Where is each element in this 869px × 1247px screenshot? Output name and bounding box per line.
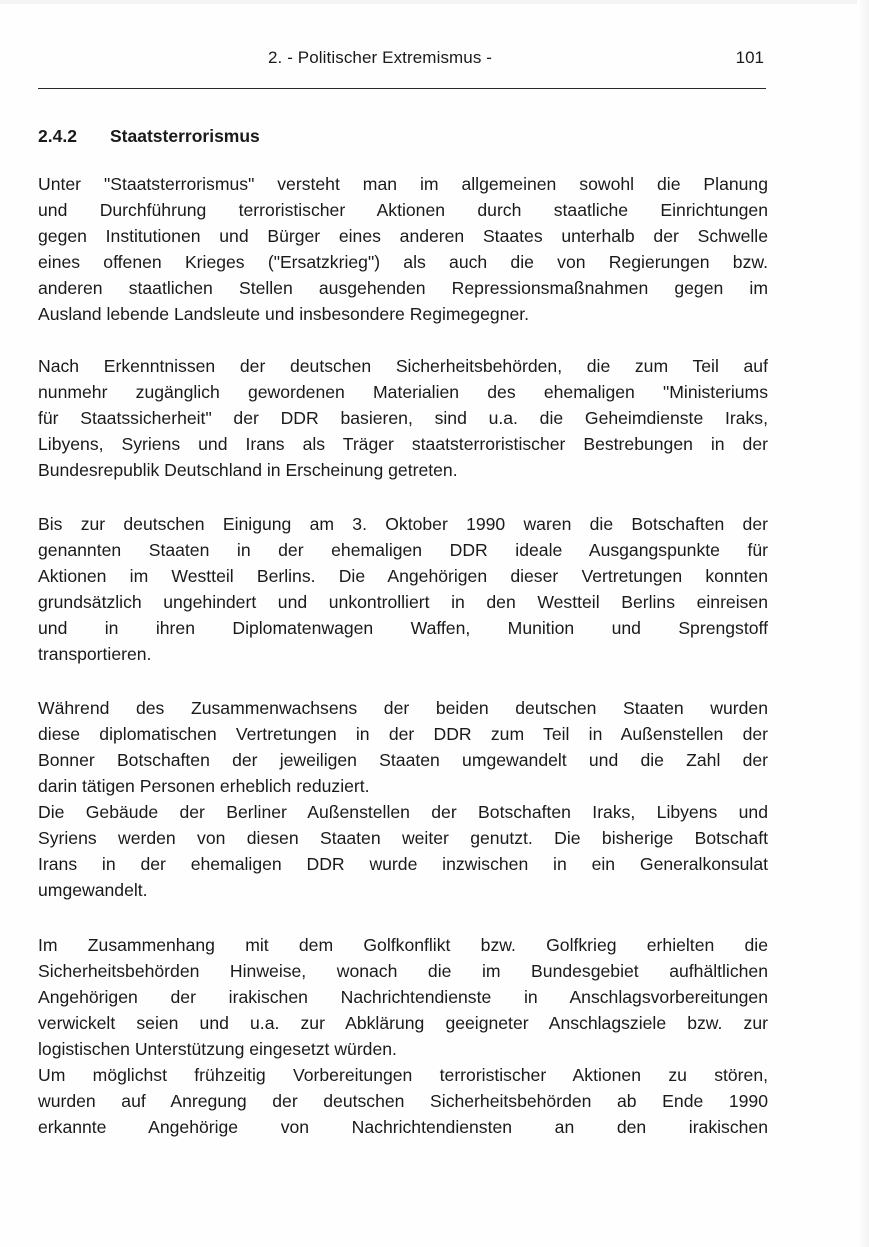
section-title: Staatsterrorismus — [110, 126, 260, 146]
text-line: logistischen Unterstützung eingesetzt würden. — [38, 1039, 397, 1059]
text-line: genannten Staaten in der ehemaligen DDR ideale Ausgangspunkte für — [38, 540, 768, 560]
text-line: verwickelt seien und u.a. zur Abklärung geeigneter Anschlagsziele bzw. zur — [38, 1013, 768, 1033]
paragraph-definition — [38, 171, 768, 327]
paragraph-embassies — [38, 511, 768, 667]
text-line: anderen staatlichen Stellen ausgehenden Repressionsmaßnahmen gegen im — [38, 278, 768, 298]
text-line: Aktionen im Westteil Berlins. Die Angehörigen dieser Vertretungen konnten — [38, 566, 768, 586]
text-line: Bonner Botschaften der jeweiligen Staaten umgewandelt und die Zahl der — [38, 750, 768, 770]
text-line: Nach Erkenntnissen der deutschen Sicherheitsbehörden, die zum Teil auf — [38, 356, 768, 376]
text-line: erkannte Angehörige von Nachrichtendiensten an den irakischen — [38, 1117, 768, 1137]
text-line: Angehörigen der irakischen Nachrichtendienste in Anschlagsvorbereitungen — [38, 987, 768, 1007]
section-heading — [38, 126, 260, 147]
header-chapter-title: 2. - Politischer Extremismus - — [268, 48, 493, 67]
text-line: transportieren. — [38, 644, 152, 664]
text-line: eines offenen Krieges ("Ersatzkrieg") als auch die von Regierungen bzw. — [38, 252, 768, 272]
text-line: Die Gebäude der Berliner Außenstellen der Botschaften Iraks, Libyens und — [38, 802, 768, 822]
text-line: Syriens werden von diesen Staaten weiter genutzt. Die bisherige Botschaft — [38, 828, 768, 848]
text-line: darin tätigen Personen erheblich reduziert. — [38, 776, 370, 796]
text-line: nunmehr zugänglich gewordenen Materialien des ehemaligen "Ministeriums — [38, 382, 768, 402]
text-line: grundsätzlich ungehindert und unkontrolliert in den Westteil Berlins einreisen — [38, 592, 768, 612]
text-line: Bis zur deutschen Einigung am 3. Oktober 1990 waren die Botschaften der — [38, 514, 768, 534]
page-edge-top — [0, 0, 869, 4]
text-line: Um möglichst frühzeitig Vorbereitungen terroristischer Aktionen zu stören, — [38, 1065, 768, 1085]
text-line: Bundesrepublik Deutschland in Erscheinung getreten. — [38, 460, 458, 480]
header-rule — [38, 88, 766, 89]
text-line: umgewandelt. — [38, 880, 148, 900]
text-line: wurden auf Anregung der deutschen Sicherheitsbehörden ab Ende 1990 — [38, 1091, 768, 1111]
header-page-number: 101 — [735, 48, 764, 67]
paragraph-prevention — [38, 1062, 768, 1140]
text-line: diese diplomatischen Vertretungen in der DDR zum Teil in Außenstellen der — [38, 724, 768, 744]
text-line: Während des Zusammenwachsens der beiden deutschen Staaten wurden — [38, 698, 768, 718]
page-edge-right — [857, 0, 869, 1247]
paragraph-findings — [38, 353, 768, 483]
running-header — [38, 48, 768, 74]
text-line: Unter "Staatsterrorismus" versteht man im allgemeinen sowohl die Planung — [38, 174, 768, 194]
text-line: für Staatssicherheit" der DDR basieren, sind u.a. die Geheimdienste Iraks, — [38, 408, 768, 428]
text-line: und in ihren Diplomatenwagen Waffen, Munition und Sprengstoff — [38, 618, 768, 638]
text-line: Sicherheitsbehörden Hinweise, wonach die im Bundesgebiet aufhältlichen — [38, 961, 768, 981]
text-line: gegen Institutionen und Bürger eines anderen Staates unterhalb der Schwelle — [38, 226, 768, 246]
section-number: 2.4.2 — [38, 126, 77, 146]
text-line: Ausland lebende Landsleute und insbesondere Regimegegner. — [38, 304, 530, 324]
text-line: und Durchführung terroristischer Aktionen durch staatliche Einrichtungen — [38, 200, 768, 220]
text-line: Libyens, Syriens und Irans als Träger staatsterroristischer Bestrebungen in der — [38, 434, 768, 454]
text-line: Irans in der ehemaligen DDR wurde inzwischen in ein Generalkonsulat — [38, 854, 768, 874]
paragraph-gulf-conflict — [38, 932, 768, 1062]
paragraph-buildings — [38, 799, 768, 903]
text-line: Im Zusammenhang mit dem Golfkonflikt bzw. Golfkrieg erhielten die — [38, 935, 768, 955]
paragraph-reunification — [38, 695, 768, 799]
